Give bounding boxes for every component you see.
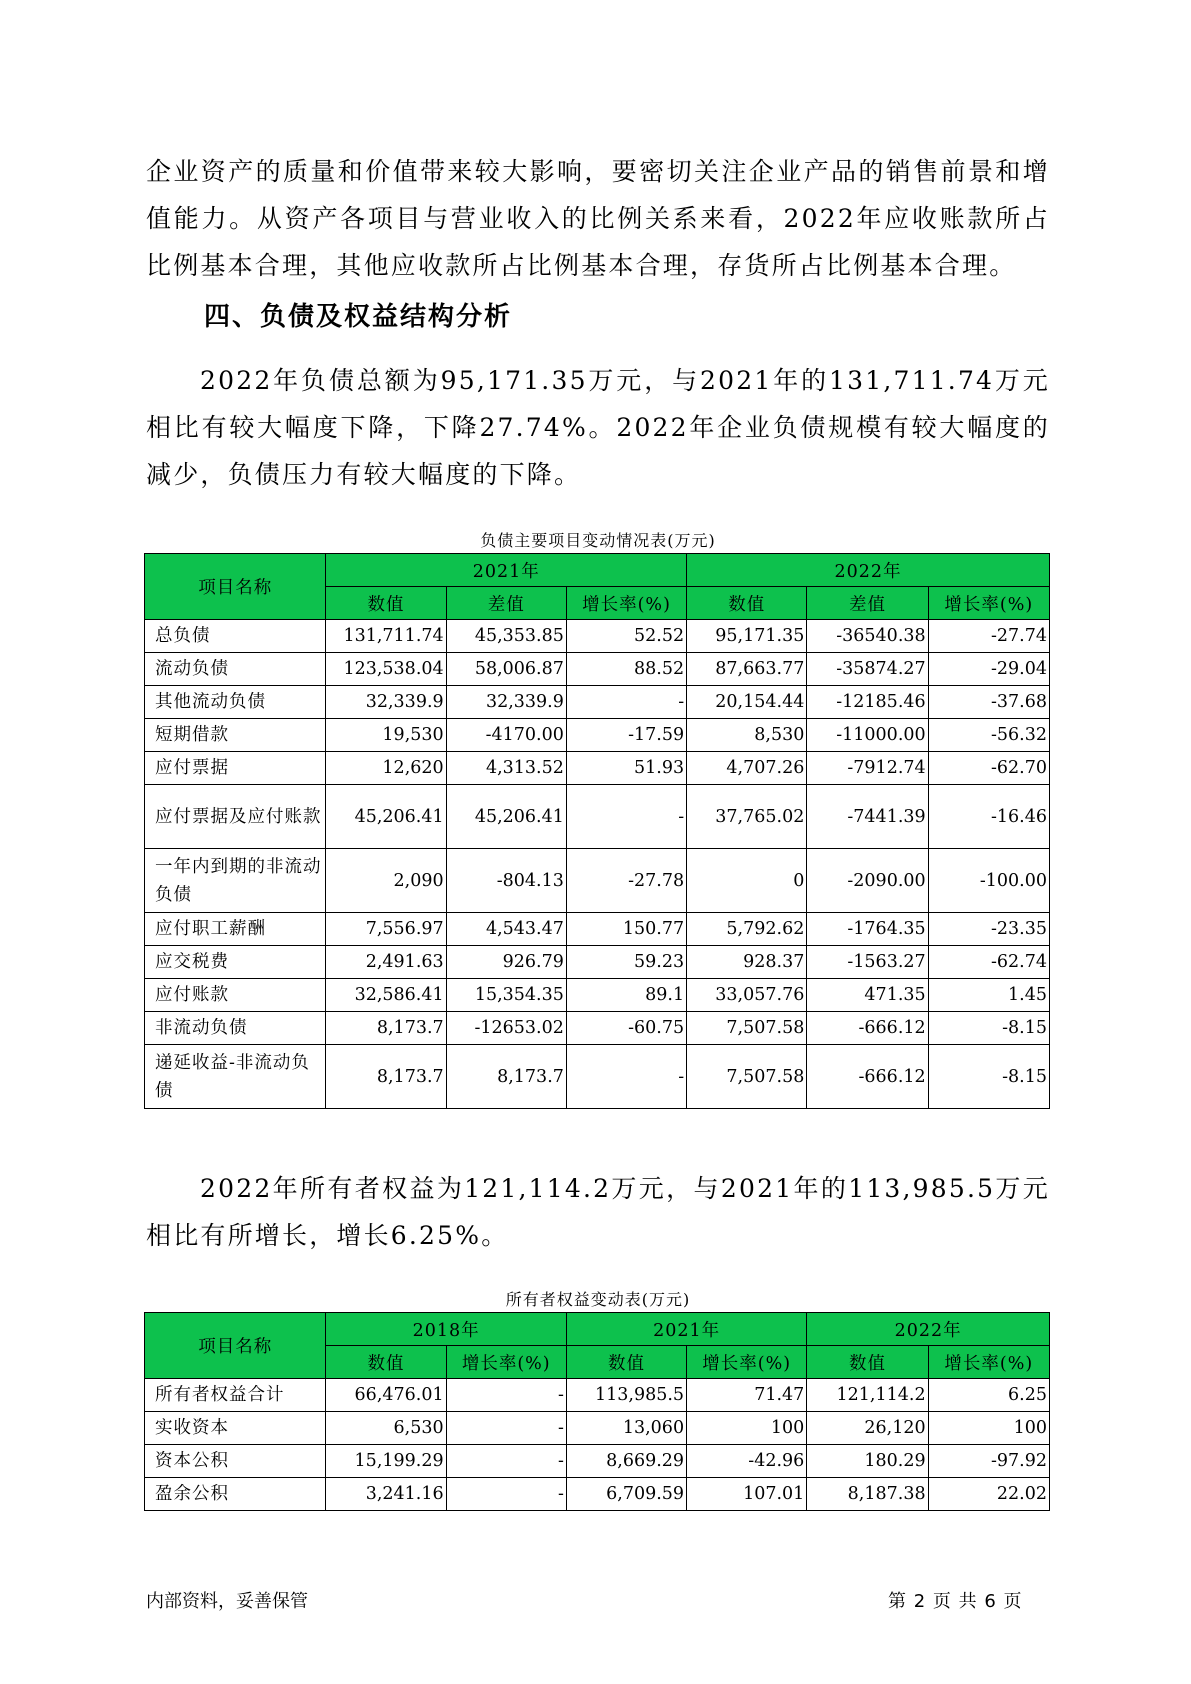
value-cell: 6,709.59 [566, 1478, 686, 1511]
value-cell: 7,507.58 [687, 1012, 807, 1045]
value-cell: 33,057.76 [687, 979, 807, 1012]
value-cell: -804.13 [446, 849, 566, 913]
value-cell: 95,171.35 [687, 620, 807, 653]
value-cell: - [566, 1045, 686, 1109]
value-cell: -8.15 [928, 1012, 1049, 1045]
value-cell: 37,765.02 [687, 785, 807, 849]
value-cell: -42.96 [687, 1445, 807, 1478]
row-name-cell: 应交税费 [145, 946, 326, 979]
value-cell: 131,711.74 [326, 620, 446, 653]
section-heading: 四、负债及权益结构分析 [204, 302, 513, 332]
table2-year-header: 2022年 [807, 1313, 1050, 1346]
value-cell: -1764.35 [807, 913, 928, 946]
value-cell: 8,187.38 [807, 1478, 928, 1511]
table1-name-header: 项目名称 [145, 554, 326, 620]
value-cell: -100.00 [928, 849, 1049, 913]
value-cell: 58,006.87 [446, 653, 566, 686]
value-cell: 2,090 [326, 849, 446, 913]
value-cell: -37.68 [928, 686, 1049, 719]
value-cell: 123,538.04 [326, 653, 446, 686]
value-cell: 15,354.35 [446, 979, 566, 1012]
value-cell: 51.93 [566, 752, 686, 785]
value-cell: -666.12 [807, 1012, 928, 1045]
table2-year-header: 2021年 [566, 1313, 806, 1346]
table2-name-header: 项目名称 [145, 1313, 326, 1379]
value-cell: 150.77 [566, 913, 686, 946]
row-name-cell: 盈余公积 [145, 1478, 326, 1511]
value-cell: -1563.27 [807, 946, 928, 979]
row-name-cell: 资本公积 [145, 1445, 326, 1478]
value-cell: -97.92 [928, 1445, 1049, 1478]
value-cell: -666.12 [807, 1045, 928, 1109]
paragraph-liabilities: 2022年负债总额为95,171.35万元，与2021年的131,711.74万元相比有较大幅度下降，下降27.74%。2022年企业负债规模有较大幅度的减少，负债压力有较大幅度的下降。 [146, 366, 1050, 489]
value-cell: 100 [687, 1412, 807, 1445]
value-cell: - [446, 1445, 566, 1478]
table-row [145, 913, 1050, 946]
value-cell: 0 [687, 849, 807, 913]
equity-table [144, 1312, 1050, 1511]
value-cell: 2,491.63 [326, 946, 446, 979]
table-row [145, 1478, 1050, 1511]
paragraph-asset-quality: 企业资产的质量和价值带来较大影响，要密切关注企业产品的销售前景和增值能力。从资产各项目与营业收入的比例关系来看，2022年应收账款所占比例基本合理，其他应收款所占比例基本合理，存货所占比例基本合理。 [146, 157, 1050, 280]
value-cell: 1.45 [928, 979, 1049, 1012]
value-cell: 107.01 [687, 1478, 807, 1511]
row-name-cell: 应付票据及应付账款 [145, 785, 326, 849]
table1-caption: 负债主要项目变动情况表(万元) [480, 531, 716, 550]
row-name-cell: 递延收益-非流动负债 [145, 1045, 326, 1109]
table2-sub-header: 数值 [326, 1346, 446, 1379]
value-cell: -4170.00 [446, 719, 566, 752]
value-cell: 4,313.52 [446, 752, 566, 785]
table-row [145, 1445, 1050, 1478]
table-row [145, 653, 1050, 686]
value-cell: 100 [928, 1412, 1049, 1445]
value-cell: 52.52 [566, 620, 686, 653]
table2-year-header: 2018年 [326, 1313, 566, 1346]
row-name-cell: 一年内到期的非流动负债 [145, 849, 326, 913]
value-cell: 8,173.7 [446, 1045, 566, 1109]
value-cell: - [446, 1379, 566, 1412]
value-cell: 8,173.7 [326, 1045, 446, 1109]
value-cell: 121,114.2 [807, 1379, 928, 1412]
value-cell: -35874.27 [807, 653, 928, 686]
row-name-cell: 实收资本 [145, 1412, 326, 1445]
table-row [145, 620, 1050, 653]
paragraph-equity: 2022年所有者权益为121,114.2万元，与2021年的113,985.5万元相比有所增长，增长6.25%。 [146, 1174, 1050, 1250]
value-cell: -11000.00 [807, 719, 928, 752]
value-cell: -36540.38 [807, 620, 928, 653]
row-name-cell: 应付职工薪酬 [145, 913, 326, 946]
table-row [145, 946, 1050, 979]
value-cell: - [446, 1478, 566, 1511]
table-row [145, 785, 1050, 849]
value-cell: 20,154.44 [687, 686, 807, 719]
row-name-cell: 应付账款 [145, 979, 326, 1012]
table2-caption: 所有者权益变动表(万元) [505, 1290, 691, 1309]
value-cell: - [566, 686, 686, 719]
row-name-cell: 流动负债 [145, 653, 326, 686]
value-cell: -17.59 [566, 719, 686, 752]
value-cell: 71.47 [687, 1379, 807, 1412]
value-cell: 4,543.47 [446, 913, 566, 946]
value-cell: -62.74 [928, 946, 1049, 979]
value-cell: -62.70 [928, 752, 1049, 785]
value-cell: 4,707.26 [687, 752, 807, 785]
row-name-cell: 其他流动负债 [145, 686, 326, 719]
table2-sub-header: 增长率(%) [687, 1346, 807, 1379]
value-cell: 13,060 [566, 1412, 686, 1445]
table-row [145, 849, 1050, 913]
value-cell: -8.15 [928, 1045, 1049, 1109]
value-cell: 471.35 [807, 979, 928, 1012]
value-cell: 32,339.9 [326, 686, 446, 719]
value-cell: -7441.39 [807, 785, 928, 849]
value-cell: 66,476.01 [326, 1379, 446, 1412]
value-cell: 113,985.5 [566, 1379, 686, 1412]
value-cell: 45,206.41 [446, 785, 566, 849]
table1-sub-header: 差值 [446, 587, 566, 620]
row-name-cell: 短期借款 [145, 719, 326, 752]
value-cell: 45,353.85 [446, 620, 566, 653]
value-cell: -12653.02 [446, 1012, 566, 1045]
table-row [145, 1412, 1050, 1445]
table-row [145, 1012, 1050, 1045]
table1-sub-header: 增长率(%) [928, 587, 1049, 620]
row-name-cell: 应付票据 [145, 752, 326, 785]
value-cell: 8,530 [687, 719, 807, 752]
table-row [145, 686, 1050, 719]
value-cell: - [446, 1412, 566, 1445]
table-row [145, 719, 1050, 752]
value-cell: 8,173.7 [326, 1012, 446, 1045]
table2-sub-header: 数值 [566, 1346, 686, 1379]
value-cell: 26,120 [807, 1412, 928, 1445]
table1-sub-header: 数值 [326, 587, 446, 620]
value-cell: 6,530 [326, 1412, 446, 1445]
value-cell: - [566, 785, 686, 849]
value-cell: 87,663.77 [687, 653, 807, 686]
value-cell: -56.32 [928, 719, 1049, 752]
value-cell: 180.29 [807, 1445, 928, 1478]
value-cell: 926.79 [446, 946, 566, 979]
value-cell: -2090.00 [807, 849, 928, 913]
table2-sub-header: 增长率(%) [928, 1346, 1049, 1379]
table-row [145, 1045, 1050, 1109]
value-cell: 45,206.41 [326, 785, 446, 849]
value-cell: 928.37 [687, 946, 807, 979]
footer-page-number: 第 2 页 共 6 页 [888, 1591, 1023, 1612]
table-row [145, 1379, 1050, 1412]
value-cell: 12,620 [326, 752, 446, 785]
table-row [145, 752, 1050, 785]
value-cell: -16.46 [928, 785, 1049, 849]
value-cell: 15,199.29 [326, 1445, 446, 1478]
value-cell: 22.02 [928, 1478, 1049, 1511]
value-cell: -27.74 [928, 620, 1049, 653]
footer-confidential: 内部资料，妥善保管 [146, 1591, 308, 1612]
value-cell: 7,507.58 [687, 1045, 807, 1109]
table1-year-header: 2022年 [687, 554, 1050, 587]
table-row [145, 979, 1050, 1012]
row-name-cell: 非流动负债 [145, 1012, 326, 1045]
value-cell: 89.1 [566, 979, 686, 1012]
value-cell: 8,669.29 [566, 1445, 686, 1478]
value-cell: 32,586.41 [326, 979, 446, 1012]
row-name-cell: 总负债 [145, 620, 326, 653]
row-name-cell: 所有者权益合计 [145, 1379, 326, 1412]
value-cell: -60.75 [566, 1012, 686, 1045]
table2-sub-header: 增长率(%) [446, 1346, 566, 1379]
value-cell: 6.25 [928, 1379, 1049, 1412]
table1-sub-header: 数值 [687, 587, 807, 620]
value-cell: 59.23 [566, 946, 686, 979]
table1-year-header: 2021年 [326, 554, 687, 587]
value-cell: 7,556.97 [326, 913, 446, 946]
table2-sub-header: 数值 [807, 1346, 928, 1379]
table1-sub-header: 差值 [807, 587, 928, 620]
value-cell: 88.52 [566, 653, 686, 686]
value-cell: -29.04 [928, 653, 1049, 686]
value-cell: -7912.74 [807, 752, 928, 785]
value-cell: -12185.46 [807, 686, 928, 719]
value-cell: -27.78 [566, 849, 686, 913]
value-cell: 5,792.62 [687, 913, 807, 946]
value-cell: -23.35 [928, 913, 1049, 946]
value-cell: 32,339.9 [446, 686, 566, 719]
value-cell: 3,241.16 [326, 1478, 446, 1511]
value-cell: 19,530 [326, 719, 446, 752]
table1-sub-header: 增长率(%) [566, 587, 686, 620]
liabilities-table [144, 553, 1050, 1109]
